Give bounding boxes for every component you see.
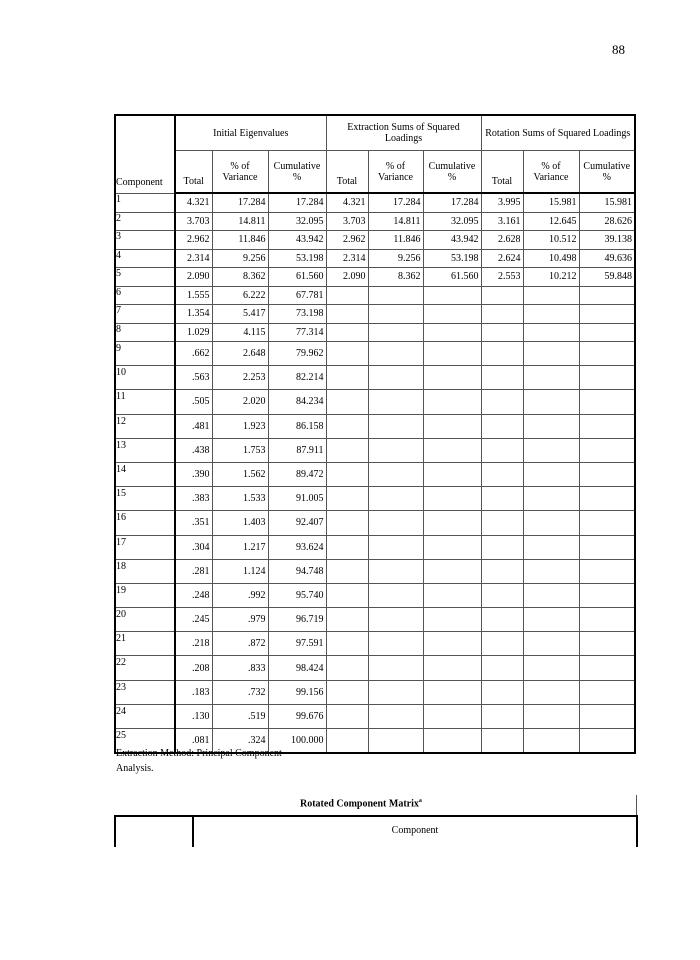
value-cell — [481, 390, 523, 414]
value-cell — [423, 704, 481, 728]
value-cell: 39.138 — [579, 231, 635, 250]
value-cell: 2.553 — [481, 268, 523, 287]
value-cell — [481, 462, 523, 486]
value-cell — [368, 342, 423, 366]
value-cell: 43.942 — [423, 231, 481, 250]
value-cell — [481, 535, 523, 559]
value-cell: .519 — [212, 704, 268, 728]
value-cell: 61.560 — [423, 268, 481, 287]
table-row — [115, 366, 635, 390]
value-cell — [423, 286, 481, 305]
value-cell — [368, 608, 423, 632]
sub-header: Total — [175, 151, 212, 194]
value-cell — [523, 305, 579, 324]
sub-header: % of Variance — [212, 151, 268, 194]
value-cell: 2.090 — [175, 268, 212, 287]
value-cell: 1.555 — [175, 286, 212, 305]
component-cell: 22 — [115, 656, 175, 680]
table-row — [115, 390, 635, 414]
value-cell: .245 — [175, 608, 212, 632]
table-row — [115, 608, 635, 632]
value-cell — [423, 608, 481, 632]
component-cell: 9 — [115, 342, 175, 366]
value-cell — [368, 559, 423, 583]
value-cell: 5.417 — [212, 305, 268, 324]
value-cell: .992 — [212, 583, 268, 607]
value-cell: .130 — [175, 704, 212, 728]
sub-header: Cumulative % — [579, 151, 635, 194]
value-cell: 93.624 — [268, 535, 326, 559]
value-cell — [368, 390, 423, 414]
value-cell: .351 — [175, 511, 212, 535]
value-cell — [423, 535, 481, 559]
value-cell — [326, 305, 368, 324]
component-cell: 16 — [115, 511, 175, 535]
value-cell: .872 — [212, 632, 268, 656]
value-cell: 96.719 — [268, 608, 326, 632]
value-cell — [523, 390, 579, 414]
value-cell: 100.000 — [268, 729, 326, 754]
value-cell: 11.846 — [212, 231, 268, 250]
table-row — [115, 559, 635, 583]
title-superscript: a — [418, 798, 422, 804]
value-cell — [481, 286, 523, 305]
value-cell: 15.981 — [523, 193, 579, 212]
value-cell — [523, 487, 579, 511]
value-cell — [326, 438, 368, 462]
group-header-extraction: Extraction Sums of Squared Loadings — [326, 115, 481, 151]
value-cell: 53.198 — [268, 249, 326, 268]
value-cell — [423, 305, 481, 324]
table-row — [115, 680, 635, 704]
value-cell — [423, 729, 481, 754]
value-cell — [423, 414, 481, 438]
value-cell — [368, 487, 423, 511]
value-cell: 32.095 — [423, 212, 481, 231]
value-cell: .390 — [175, 462, 212, 486]
value-cell — [579, 583, 635, 607]
value-cell — [481, 342, 523, 366]
value-cell — [326, 729, 368, 754]
value-cell — [523, 680, 579, 704]
value-cell — [523, 342, 579, 366]
value-cell — [481, 583, 523, 607]
component-cell: 4 — [115, 249, 175, 268]
value-cell — [423, 462, 481, 486]
value-cell: .324 — [212, 729, 268, 754]
value-cell — [481, 559, 523, 583]
component-cell: 23 — [115, 680, 175, 704]
value-cell: .281 — [175, 559, 212, 583]
value-cell: 17.284 — [212, 193, 268, 212]
value-cell — [523, 323, 579, 342]
value-cell — [523, 704, 579, 728]
value-cell — [326, 511, 368, 535]
divider — [636, 795, 637, 815]
sub-header: Cumulative % — [423, 151, 481, 194]
table-row — [115, 438, 635, 462]
value-cell — [579, 632, 635, 656]
value-cell — [423, 656, 481, 680]
table-row — [115, 305, 635, 324]
value-cell — [423, 390, 481, 414]
value-cell: 77.314 — [268, 323, 326, 342]
value-cell — [326, 680, 368, 704]
component-cell: 12 — [115, 414, 175, 438]
value-cell: 10.498 — [523, 249, 579, 268]
value-cell: 9.256 — [368, 249, 423, 268]
value-cell: 1.124 — [212, 559, 268, 583]
value-cell: .662 — [175, 342, 212, 366]
value-cell — [368, 680, 423, 704]
value-cell: 79.962 — [268, 342, 326, 366]
table-row — [115, 632, 635, 656]
table-row — [115, 535, 635, 559]
rotated-matrix-title-text: Rotated Component Matrix — [300, 798, 419, 810]
value-cell — [579, 438, 635, 462]
value-cell — [326, 390, 368, 414]
value-cell: 4.321 — [175, 193, 212, 212]
value-cell — [481, 366, 523, 390]
value-cell: 2.624 — [481, 249, 523, 268]
value-cell — [523, 559, 579, 583]
value-cell: 86.158 — [268, 414, 326, 438]
value-cell — [326, 286, 368, 305]
component-column-header: Component — [391, 825, 439, 836]
component-cell: 10 — [115, 366, 175, 390]
value-cell: 17.284 — [423, 193, 481, 212]
component-cell: 2 — [115, 212, 175, 231]
value-cell — [579, 559, 635, 583]
value-cell — [579, 286, 635, 305]
sub-header-row — [115, 151, 635, 194]
value-cell — [481, 608, 523, 632]
value-cell: .505 — [175, 390, 212, 414]
value-cell — [481, 511, 523, 535]
table-row — [115, 268, 635, 287]
page-number: 88 — [612, 42, 625, 57]
value-cell — [423, 366, 481, 390]
value-cell: 99.676 — [268, 704, 326, 728]
component-cell: 21 — [115, 632, 175, 656]
component-cell: 18 — [115, 559, 175, 583]
value-cell: 15.981 — [579, 193, 635, 212]
value-cell: .208 — [175, 656, 212, 680]
table-row — [115, 511, 635, 535]
value-cell: 99.156 — [268, 680, 326, 704]
value-cell — [579, 462, 635, 486]
value-cell: 12.645 — [523, 212, 579, 231]
value-cell — [368, 366, 423, 390]
value-cell: 84.234 — [268, 390, 326, 414]
value-cell: 28.626 — [579, 212, 635, 231]
value-cell — [326, 535, 368, 559]
value-cell — [481, 323, 523, 342]
value-cell — [326, 323, 368, 342]
value-cell — [368, 656, 423, 680]
value-cell — [579, 342, 635, 366]
value-cell: 95.740 — [268, 583, 326, 607]
table-row — [115, 704, 635, 728]
value-cell — [368, 286, 423, 305]
component-cell: 1 — [115, 193, 175, 212]
component-cell: 8 — [115, 323, 175, 342]
value-cell: 1.923 — [212, 414, 268, 438]
component-cell: 7 — [115, 305, 175, 324]
component-cell: 17 — [115, 535, 175, 559]
value-cell — [579, 656, 635, 680]
component-cell: 20 — [115, 608, 175, 632]
rotated-matrix-title — [300, 798, 422, 809]
value-cell: 67.781 — [268, 286, 326, 305]
value-cell — [523, 438, 579, 462]
rotated-component-matrix-table — [114, 815, 638, 847]
value-cell: .383 — [175, 487, 212, 511]
value-cell: 8.362 — [368, 268, 423, 287]
group-header-rotation: Rotation Sums of Squared Loadings — [481, 115, 635, 151]
value-cell — [368, 438, 423, 462]
value-cell: 1.354 — [175, 305, 212, 324]
sub-header: Total — [481, 151, 523, 194]
value-cell — [368, 583, 423, 607]
extraction-method-note: Extraction Method: Principal Component Analysis. — [116, 748, 282, 774]
value-cell: .438 — [175, 438, 212, 462]
value-cell — [368, 632, 423, 656]
value-cell — [423, 583, 481, 607]
value-cell — [579, 680, 635, 704]
value-cell — [423, 632, 481, 656]
value-cell — [523, 583, 579, 607]
value-cell — [579, 704, 635, 728]
value-cell — [368, 511, 423, 535]
value-cell: 61.560 — [268, 268, 326, 287]
value-cell — [326, 462, 368, 486]
value-cell — [326, 366, 368, 390]
component-cell: 24 — [115, 704, 175, 728]
value-cell: 91.005 — [268, 487, 326, 511]
value-cell: 2.648 — [212, 342, 268, 366]
value-cell — [481, 704, 523, 728]
value-cell — [579, 487, 635, 511]
value-cell: 82.214 — [268, 366, 326, 390]
component-cell: 11 — [115, 390, 175, 414]
value-cell: 98.424 — [268, 656, 326, 680]
value-cell — [579, 608, 635, 632]
value-cell: 11.846 — [368, 231, 423, 250]
value-cell — [523, 656, 579, 680]
value-cell — [326, 414, 368, 438]
value-cell: .833 — [212, 656, 268, 680]
value-cell: .979 — [212, 608, 268, 632]
table-row — [115, 231, 635, 250]
value-cell — [326, 704, 368, 728]
table-row — [115, 286, 635, 305]
value-cell: 43.942 — [268, 231, 326, 250]
sub-header: % of Variance — [368, 151, 423, 194]
component-cell: 14 — [115, 462, 175, 486]
value-cell: 2.314 — [175, 249, 212, 268]
value-cell — [523, 462, 579, 486]
value-cell: .563 — [175, 366, 212, 390]
sub-header: Cumulative % — [268, 151, 326, 194]
table-row — [115, 414, 635, 438]
value-cell: 53.198 — [423, 249, 481, 268]
component-cell: 6 — [115, 286, 175, 305]
value-cell — [423, 438, 481, 462]
value-cell: 87.911 — [268, 438, 326, 462]
value-cell: 94.748 — [268, 559, 326, 583]
value-cell — [481, 656, 523, 680]
table-row — [115, 487, 635, 511]
value-cell: 17.284 — [268, 193, 326, 212]
value-cell — [423, 323, 481, 342]
value-cell: 4.115 — [212, 323, 268, 342]
value-cell — [523, 366, 579, 390]
value-cell: 3.995 — [481, 193, 523, 212]
value-cell: 9.256 — [212, 249, 268, 268]
table-row — [115, 323, 635, 342]
value-cell — [326, 608, 368, 632]
value-cell: 3.703 — [175, 212, 212, 231]
value-cell — [423, 487, 481, 511]
value-cell: 89.472 — [268, 462, 326, 486]
value-cell: 1.562 — [212, 462, 268, 486]
value-cell — [423, 559, 481, 583]
value-cell: 2.314 — [326, 249, 368, 268]
table-row — [115, 212, 635, 231]
value-cell — [368, 535, 423, 559]
value-cell — [368, 704, 423, 728]
component-cell: 15 — [115, 487, 175, 511]
component-cell: 19 — [115, 583, 175, 607]
value-cell: 6.222 — [212, 286, 268, 305]
value-cell: 2.628 — [481, 231, 523, 250]
value-cell — [523, 608, 579, 632]
value-cell — [523, 511, 579, 535]
value-cell: 10.212 — [523, 268, 579, 287]
value-cell: 1.533 — [212, 487, 268, 511]
group-header-row — [115, 115, 635, 151]
value-cell — [481, 680, 523, 704]
table-row — [115, 583, 635, 607]
value-cell: 2.090 — [326, 268, 368, 287]
value-cell — [423, 511, 481, 535]
value-cell — [326, 559, 368, 583]
component-cell: 13 — [115, 438, 175, 462]
value-cell: 92.407 — [268, 511, 326, 535]
component-cell: 5 — [115, 268, 175, 287]
group-header-initial: Initial Eigenvalues — [175, 115, 326, 151]
value-cell — [579, 305, 635, 324]
value-cell — [368, 305, 423, 324]
sub-header: % of Variance — [523, 151, 579, 194]
value-cell: 2.020 — [212, 390, 268, 414]
value-cell: .481 — [175, 414, 212, 438]
value-cell — [326, 583, 368, 607]
component-cell: 25 — [115, 729, 175, 754]
value-cell — [368, 323, 423, 342]
value-cell — [326, 487, 368, 511]
value-cell: 8.362 — [212, 268, 268, 287]
value-cell: 32.095 — [268, 212, 326, 231]
value-cell — [481, 305, 523, 324]
value-cell: 97.591 — [268, 632, 326, 656]
value-cell — [326, 342, 368, 366]
value-cell — [368, 729, 423, 754]
value-cell — [523, 535, 579, 559]
value-cell — [579, 366, 635, 390]
component-cell: 3 — [115, 231, 175, 250]
value-cell — [579, 414, 635, 438]
value-cell — [579, 535, 635, 559]
value-cell: 2.962 — [175, 231, 212, 250]
value-cell — [579, 729, 635, 754]
value-cell: 17.284 — [368, 193, 423, 212]
value-cell — [481, 438, 523, 462]
value-cell — [481, 632, 523, 656]
value-cell: 59.848 — [579, 268, 635, 287]
value-cell — [579, 323, 635, 342]
value-cell — [579, 390, 635, 414]
value-cell: 1.217 — [212, 535, 268, 559]
total-variance-table — [114, 114, 636, 754]
value-cell — [326, 656, 368, 680]
value-cell: 2.962 — [326, 231, 368, 250]
value-cell — [523, 414, 579, 438]
value-cell: .218 — [175, 632, 212, 656]
value-cell — [523, 632, 579, 656]
value-cell — [368, 462, 423, 486]
value-cell: 2.253 — [212, 366, 268, 390]
value-cell — [481, 414, 523, 438]
sub-header: Total — [326, 151, 368, 194]
value-cell: 1.029 — [175, 323, 212, 342]
value-cell — [368, 414, 423, 438]
table-row — [115, 193, 635, 212]
value-cell: .304 — [175, 535, 212, 559]
table-row — [115, 656, 635, 680]
value-cell — [423, 680, 481, 704]
component-header: Component — [115, 115, 175, 193]
value-cell: 10.512 — [523, 231, 579, 250]
value-cell: 3.161 — [481, 212, 523, 231]
table-row — [115, 462, 635, 486]
value-cell: 14.811 — [212, 212, 268, 231]
value-cell: 73.198 — [268, 305, 326, 324]
value-cell — [579, 511, 635, 535]
value-cell: .081 — [175, 729, 212, 754]
value-cell — [481, 487, 523, 511]
value-cell: .732 — [212, 680, 268, 704]
value-cell: .248 — [175, 583, 212, 607]
value-cell — [423, 342, 481, 366]
value-cell: 3.703 — [326, 212, 368, 231]
value-cell — [523, 286, 579, 305]
value-cell: 1.753 — [212, 438, 268, 462]
table-row — [115, 342, 635, 366]
value-cell: .183 — [175, 680, 212, 704]
value-cell — [481, 729, 523, 754]
value-cell: 14.811 — [368, 212, 423, 231]
value-cell: 1.403 — [212, 511, 268, 535]
value-cell — [523, 729, 579, 754]
value-cell — [326, 632, 368, 656]
value-cell: 49.636 — [579, 249, 635, 268]
table-row — [115, 249, 635, 268]
value-cell: 4.321 — [326, 193, 368, 212]
